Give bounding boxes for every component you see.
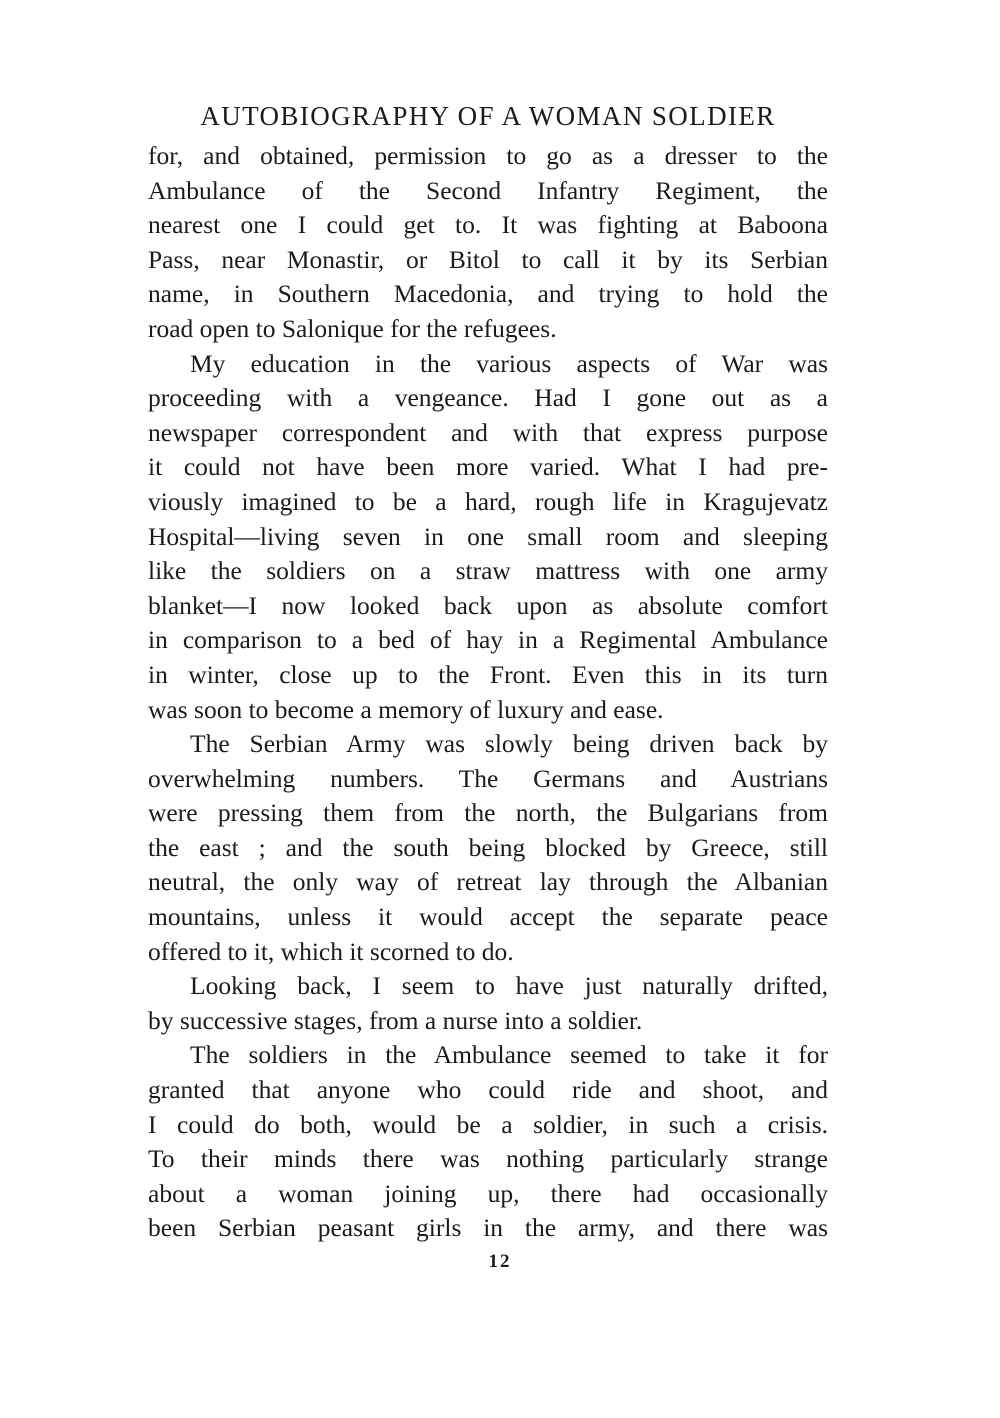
text-line: To their minds there was nothing particularly strange — [148, 1144, 828, 1174]
text-line: by successive stages, from a nurse into a soldier. — [148, 1005, 643, 1035]
text-line: Pass, near Monastir, or Bitol to call it by its Serbian — [148, 244, 828, 274]
text-line: for, and obtained, permission to go as a dresser to the — [148, 141, 828, 170]
text-line: blanket—I now looked back upon as absolute comfort — [148, 590, 828, 620]
text-line: viously imagined to be a hard, rough life in Kragujevatz — [148, 486, 828, 516]
paragraph-first-line: Looking back, I seem to have just naturally drifted, — [190, 971, 828, 1001]
text-line: name, in Southern Macedonia, and trying to hold the — [148, 279, 828, 309]
text-line: Ambulance of the Second Infantry Regiment, the — [148, 175, 828, 205]
paragraph-first-line: My education in the various aspects of War was — [190, 348, 828, 378]
text-line: about a woman joining up, there had occasionally — [148, 1178, 828, 1208]
text-line: mountains, unless it would accept the separate peace — [148, 902, 828, 932]
running-head: AUTOBIOGRAPHY OF A WOMAN SOLDIER — [200, 101, 776, 131]
text-line: road open to Salonique for the refugees. — [148, 313, 557, 343]
text-line: been Serbian peasant girls in the army, and there was — [148, 1213, 828, 1243]
text-line: Hospital—living seven in one small room and sleeping — [148, 521, 828, 551]
text-line: proceeding with a vengeance. Had I gone out as a — [148, 383, 828, 413]
text-line: overwhelming numbers. The Germans and Austrians — [148, 763, 828, 793]
paragraph-first-line: The Serbian Army was slowly being driven back by — [190, 729, 828, 759]
text-line: it could not have been more varied. What I had pre- — [148, 452, 828, 482]
text-line: the east ; and the south being blocked by Greece, still — [148, 832, 828, 862]
text-line: newspaper correspondent and with that express purpose — [148, 417, 828, 447]
text-line: in winter, close up to the Front. Even this in its turn — [148, 659, 828, 689]
text-line: nearest one I could get to. It was fighting at Baboona — [148, 210, 828, 240]
text-line: was soon to become a memory of luxury and ease. — [148, 694, 664, 724]
text-line: offered to it, which it scorned to do. — [148, 936, 514, 966]
text-line: I could do both, would be a soldier, in such a crisis. — [148, 1109, 828, 1139]
paragraph-first-line: The soldiers in the Ambulance seemed to take it for — [190, 1040, 828, 1070]
text-line: neutral, the only way of retreat lay through the Albanian — [148, 867, 828, 897]
text-line: were pressing them from the north, the Bulgarians from — [148, 798, 828, 828]
text-line: in comparison to a bed of hay in a Regimental Ambulance — [148, 625, 828, 655]
body-text — [148, 139, 828, 1246]
page-number: 12 — [488, 1251, 512, 1272]
text-line: granted that anyone who could ride and shoot, and — [148, 1075, 828, 1105]
text-line: like the soldiers on a straw mattress with one army — [148, 556, 828, 586]
